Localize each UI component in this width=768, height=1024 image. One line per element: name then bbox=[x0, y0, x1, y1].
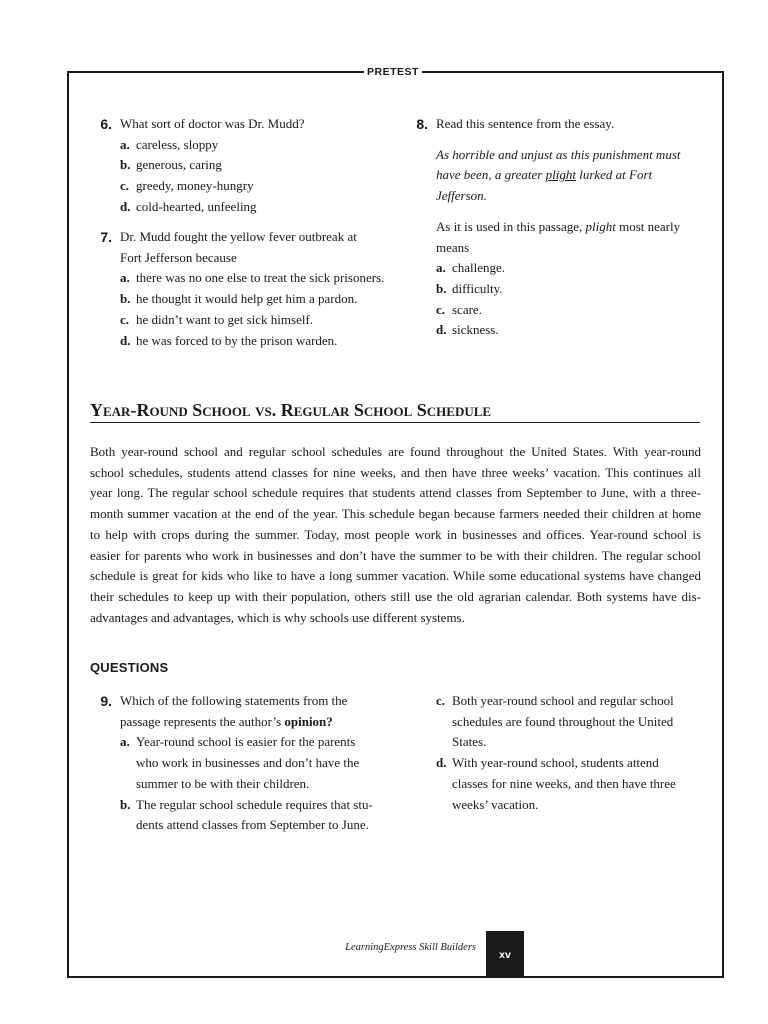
page-number: xv bbox=[486, 931, 524, 976]
passage-line: month summer vacation at the end of the year. This schedule began because farmers needed their children at home bbox=[90, 506, 701, 522]
footer-credit: LearningExpress Skill Builders bbox=[345, 942, 476, 953]
choice-8c[interactable]: c. scare. bbox=[436, 301, 482, 317]
passage-line: year long. The regular school schedule requires that students attend classes from September to June, with a three- bbox=[90, 485, 701, 501]
choice-7a[interactable]: a. there was no one else to treat the sick prisoners. bbox=[120, 270, 385, 286]
question-9-continued bbox=[406, 691, 706, 815]
question-stem-line: Dr. Mudd fought the yellow fever outbreak at bbox=[120, 229, 357, 244]
passage-line: school schedules, students attend classes for nine weeks, and then have three weeks’ vacation. This continues all bbox=[90, 464, 701, 480]
choice-7d[interactable]: d. he was forced to by the prison warden. bbox=[120, 332, 338, 348]
choice-8d[interactable]: d. sickness. bbox=[436, 322, 499, 338]
question-stem-line: Which of the following statements from the bbox=[120, 693, 348, 708]
question-6 bbox=[90, 114, 390, 218]
passage-line: to help with crops during the summer. Today, most people work in businesses and offices. Year-round school is bbox=[90, 526, 701, 542]
passage-line: their schedules to keep up with their population, others still use the old agrarian calendar. Both systems have dis- bbox=[90, 588, 701, 604]
question-stem: What sort of doctor was Dr. Mudd? bbox=[120, 116, 305, 131]
choice-9d[interactable]: d. With year-round school, students attend classes for nine weeks, and then have three weeks’ vacation. bbox=[436, 755, 676, 812]
choice-6d[interactable]: d. cold-hearted, unfeeling bbox=[120, 198, 257, 214]
question-number: 8. bbox=[416, 116, 428, 132]
passage-body bbox=[90, 442, 701, 628]
question-9 bbox=[90, 691, 400, 836]
question-number: 6. bbox=[100, 116, 112, 132]
choice-6c[interactable]: c. greedy, money-hungry bbox=[120, 178, 254, 194]
question-7 bbox=[90, 227, 400, 351]
question-prompt: As it is used in this passage, plight most nearly bbox=[436, 218, 681, 234]
choice-9a[interactable]: a. Year-round school is easier for the parents who work in businesses and don’t have the summer to be with their children. bbox=[120, 734, 360, 791]
page-frame-right bbox=[722, 71, 724, 978]
choice-8b[interactable]: b. difficulty. bbox=[436, 280, 503, 296]
quoted-sentence: As horrible and unjust as this punishment must have been, a greater plight lurked at Fort Jefferson. bbox=[436, 146, 681, 204]
choice-7b[interactable]: b. he thought it would help get him a pardon. bbox=[120, 291, 358, 307]
section-label: PRETEST bbox=[364, 64, 422, 80]
question-number: 9. bbox=[100, 693, 112, 709]
page-frame-bottom bbox=[67, 976, 724, 978]
questions-heading: QUESTIONS bbox=[90, 660, 169, 675]
question-8: 8. Read this sentence from the essay. As horrible and unjust as this punishment must have been, a greater plight lurked at Fort Jefferson. As it is used in this passage, plight most nearly means a. challenge. b. difficulty. c. scare. d. sickness. bbox=[406, 114, 706, 341]
passage-title: Year-Round School vs. Regular School Schedule bbox=[90, 398, 700, 423]
question-stem-line: Fort Jefferson because bbox=[120, 249, 237, 265]
choice-9b[interactable]: b. The regular school schedule requires that stu- dents attend classes from September to June. bbox=[120, 796, 373, 833]
choice-6a[interactable]: a. careless, sloppy bbox=[120, 136, 219, 152]
passage-line: Both year-round school and regular school schedules are found throughout the United States. With year-round bbox=[90, 444, 701, 459]
choice-9c[interactable]: c. Both year-round school and regular school schedules are found throughout the United States. bbox=[436, 693, 674, 750]
question-stem-line: passage represents the author’s opinion? bbox=[120, 713, 333, 729]
passage-line: advantages and advantages, which is why schools use different systems. bbox=[90, 609, 465, 625]
question-number: 7. bbox=[100, 229, 112, 245]
highlighted-word: plight bbox=[545, 167, 576, 183]
page-frame-left bbox=[67, 71, 69, 978]
passage-line: easier for parents who work in businesses and don’t have the summer to be with their children. The regular school bbox=[90, 547, 701, 563]
question-stem: Read this sentence from the essay. bbox=[436, 116, 615, 131]
choice-8a[interactable]: a. challenge. bbox=[436, 260, 506, 276]
passage-line: schedule is great for kids who like to have a long summer vacation. While some educational systems have changed bbox=[90, 568, 701, 584]
choice-6b[interactable]: b. generous, caring bbox=[120, 157, 222, 173]
choice-7c[interactable]: c. he didn’t want to get sick himself. bbox=[120, 311, 314, 327]
